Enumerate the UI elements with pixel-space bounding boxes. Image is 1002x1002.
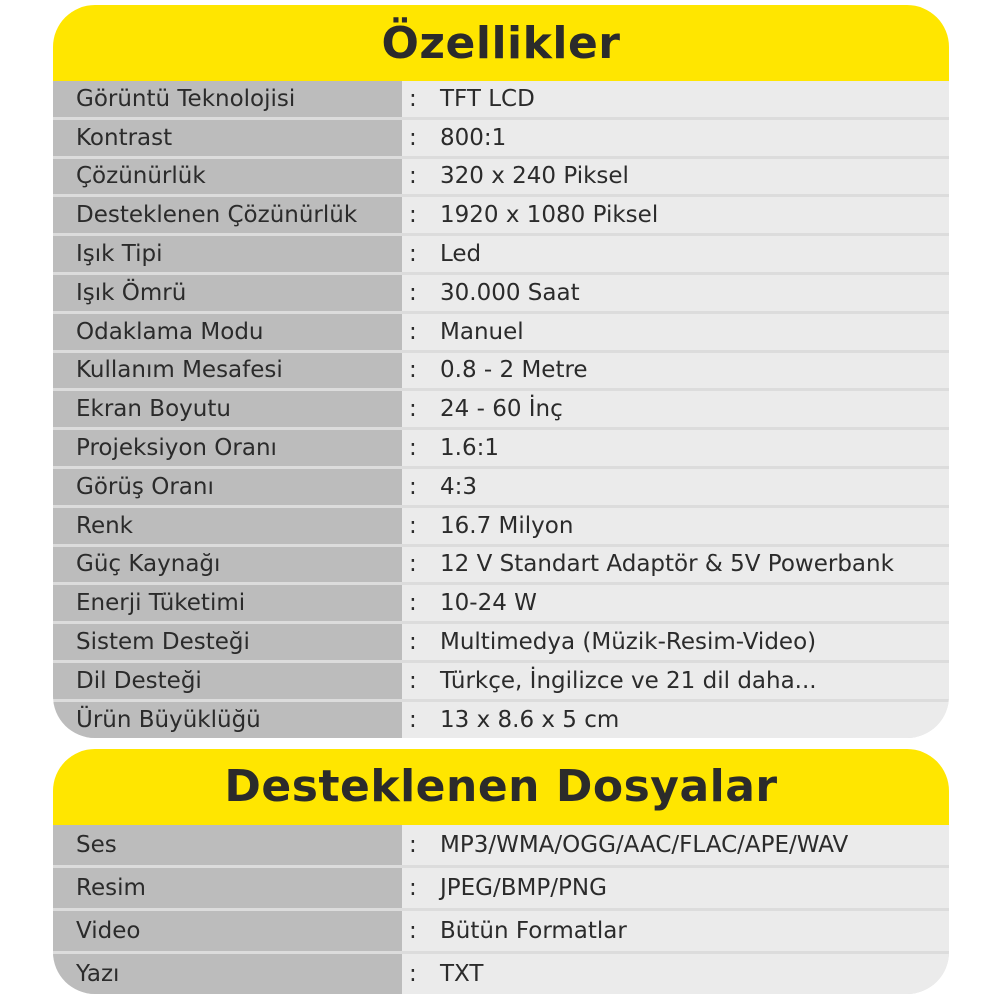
supported-files-section-title: Desteklenen Dosyalar — [224, 761, 778, 813]
supported-files-section — [53, 749, 949, 994]
colon-separator: : — [409, 357, 417, 384]
spec-row — [53, 954, 949, 994]
features-header — [53, 5, 949, 81]
spec-value: Multimedya (Müzik-Resim-Video) — [440, 629, 817, 656]
spec-label: Ekran Boyutu — [53, 391, 402, 427]
spec-label: Yazı — [53, 954, 402, 994]
spec-value-cell — [402, 81, 949, 117]
supported-files-header — [53, 749, 949, 825]
colon-separator: : — [409, 473, 417, 500]
colon-separator: : — [409, 667, 417, 694]
spec-value: 320 x 240 Piksel — [440, 163, 629, 190]
colon-separator: : — [409, 874, 417, 901]
spec-row — [53, 81, 949, 117]
spec-value-cell — [402, 663, 949, 699]
spec-value: 1.6:1 — [440, 435, 499, 462]
spec-row — [53, 663, 949, 699]
spec-value: TFT LCD — [440, 85, 535, 112]
spec-label: Dil Desteği — [53, 663, 402, 699]
spec-value-cell — [402, 391, 949, 427]
spec-label: Sistem Desteği — [53, 624, 402, 660]
spec-value: JPEG/BMP/PNG — [440, 874, 607, 901]
colon-separator: : — [409, 163, 417, 190]
spec-value: 4:3 — [440, 473, 478, 500]
spec-value-cell — [402, 353, 949, 389]
spec-value: 0.8 - 2 Metre — [440, 357, 588, 384]
spec-value-cell — [402, 120, 949, 156]
spec-value: 16.7 Milyon — [440, 512, 574, 539]
spec-value: MP3/WMA/OGG/AAC/FLAC/APE/WAV — [440, 831, 849, 858]
spec-row — [53, 391, 949, 427]
spec-row — [53, 197, 949, 233]
spec-label: Ürün Büyüklüğü — [53, 702, 402, 738]
spec-label: Kullanım Mesafesi — [53, 353, 402, 389]
colon-separator: : — [409, 512, 417, 539]
spec-label: Desteklenen Çözünürlük — [53, 197, 402, 233]
spec-value-cell — [402, 236, 949, 272]
colon-separator: : — [409, 706, 417, 733]
spec-value: 24 - 60 İnç — [440, 396, 563, 423]
spec-value-cell — [402, 469, 949, 505]
spec-value-cell — [402, 954, 949, 994]
spec-row — [53, 314, 949, 350]
spec-value-cell — [402, 868, 949, 908]
spec-value-cell — [402, 911, 949, 951]
spec-label: Enerji Tüketimi — [53, 585, 402, 621]
spec-label: Resim — [53, 868, 402, 908]
colon-separator: : — [409, 318, 417, 345]
spec-row — [53, 430, 949, 466]
spec-label: Renk — [53, 508, 402, 544]
colon-separator: : — [409, 435, 417, 462]
features-table — [53, 81, 949, 738]
spec-value: 30.000 Saat — [440, 279, 580, 306]
spec-row — [53, 353, 949, 389]
spec-value-cell — [402, 314, 949, 350]
spec-value: 10-24 W — [440, 590, 537, 617]
spec-row — [53, 624, 949, 660]
spec-value-cell — [402, 825, 949, 865]
spec-row — [53, 702, 949, 738]
spec-label: Görüş Oranı — [53, 469, 402, 505]
spec-value-cell — [402, 508, 949, 544]
spec-row — [53, 508, 949, 544]
colon-separator: : — [409, 551, 417, 578]
spec-value-cell — [402, 159, 949, 195]
colon-separator: : — [409, 831, 417, 858]
spec-sheet — [53, 0, 949, 994]
spec-row — [53, 825, 949, 865]
spec-label: Güç Kaynağı — [53, 547, 402, 583]
spec-value: Manuel — [440, 318, 524, 345]
spec-row — [53, 547, 949, 583]
spec-value: 800:1 — [440, 124, 507, 151]
spec-value-cell — [402, 197, 949, 233]
spec-value: 12 V Standart Adaptör & 5V Powerbank — [440, 551, 894, 578]
colon-separator: : — [409, 960, 417, 987]
spec-label: Görüntü Teknolojisi — [53, 81, 402, 117]
colon-separator: : — [409, 629, 417, 656]
colon-separator: : — [409, 85, 417, 112]
spec-value-cell — [402, 702, 949, 738]
spec-value: 1920 x 1080 Piksel — [440, 202, 659, 229]
spec-label: Işık Ömrü — [53, 275, 402, 311]
spec-value: 13 x 8.6 x 5 cm — [440, 706, 620, 733]
supported-files-table — [53, 825, 949, 994]
colon-separator: : — [409, 241, 417, 268]
colon-separator: : — [409, 202, 417, 229]
features-section — [53, 5, 949, 738]
colon-separator: : — [409, 917, 417, 944]
spec-value-cell — [402, 624, 949, 660]
spec-value-cell — [402, 275, 949, 311]
features-section-title: Özellikler — [381, 17, 621, 69]
colon-separator: : — [409, 124, 417, 151]
spec-label: Video — [53, 911, 402, 951]
colon-separator: : — [409, 590, 417, 617]
spec-row — [53, 236, 949, 272]
spec-value: TXT — [440, 960, 484, 987]
spec-value: Türkçe, İngilizce ve 21 dil daha... — [440, 667, 817, 694]
spec-value: Led — [440, 241, 482, 268]
spec-value-cell — [402, 547, 949, 583]
spec-value-cell — [402, 585, 949, 621]
colon-separator: : — [409, 279, 417, 306]
spec-value: Bütün Formatlar — [440, 917, 627, 944]
spec-label: Projeksiyon Oranı — [53, 430, 402, 466]
spec-row — [53, 868, 949, 908]
spec-row — [53, 469, 949, 505]
spec-row — [53, 275, 949, 311]
spec-label: Kontrast — [53, 120, 402, 156]
spec-row — [53, 159, 949, 195]
spec-row — [53, 585, 949, 621]
spec-row — [53, 911, 949, 951]
spec-label: Çözünürlük — [53, 159, 402, 195]
spec-value-cell — [402, 430, 949, 466]
spec-row — [53, 120, 949, 156]
colon-separator: : — [409, 396, 417, 423]
spec-label: Odaklama Modu — [53, 314, 402, 350]
spec-label: Ses — [53, 825, 402, 865]
spec-label: Işık Tipi — [53, 236, 402, 272]
